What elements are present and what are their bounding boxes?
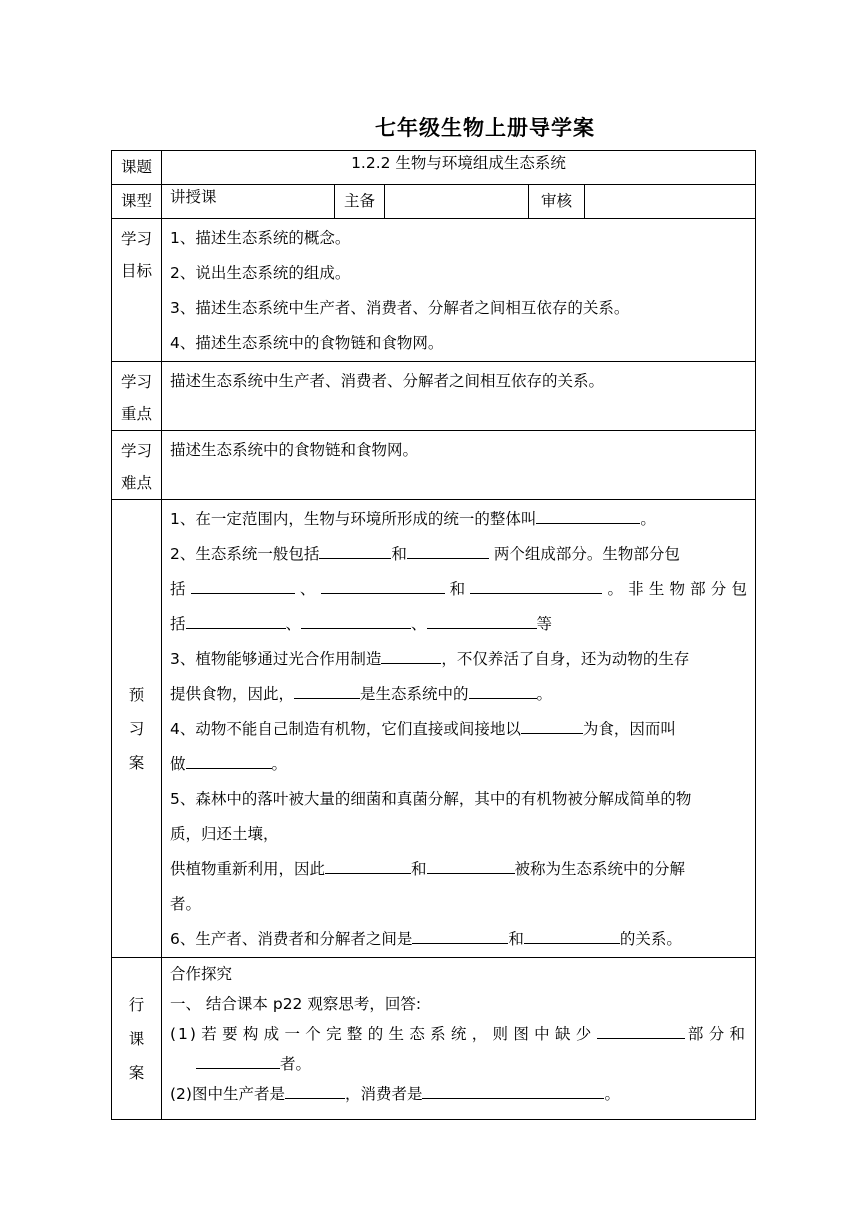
blank[interactable] bbox=[381, 647, 441, 664]
preview-q1: 1、在一定范围内，生物与环境所形成的统一的整体叫 。 bbox=[170, 502, 747, 537]
blank[interactable] bbox=[301, 612, 411, 629]
review-value[interactable] bbox=[585, 185, 756, 219]
blank[interactable] bbox=[319, 542, 391, 559]
blank[interactable] bbox=[470, 577, 602, 594]
blank[interactable] bbox=[597, 1022, 685, 1039]
blank[interactable] bbox=[524, 927, 620, 944]
blank[interactable] bbox=[321, 577, 445, 594]
objectives-label: 学习 目标 bbox=[112, 219, 162, 362]
preview-label: 预 习 案 bbox=[112, 500, 162, 958]
blank[interactable] bbox=[196, 1052, 280, 1069]
page-title: 七年级生物上册导学案 bbox=[375, 116, 595, 140]
blank[interactable] bbox=[427, 612, 537, 629]
blank[interactable] bbox=[536, 507, 640, 524]
preview-q3: 3、植物能够通过光合作用制造 ，不仅养活了自身，还为动物的生存 bbox=[170, 642, 747, 677]
preview-q2: 2、生态系统一般包括 和 两个组成部分。生物部分包 bbox=[170, 537, 747, 572]
blank[interactable] bbox=[427, 857, 515, 874]
practice-intro: 一、 结合课本 p22 观察思考，回答: bbox=[170, 995, 422, 1013]
preview-content: 1、在一定范围内，生物与环境所形成的统一的整体叫 。 2、生态系统一般包括 和 两个组成部分。生物部分包 括 、 和 。非生物部分包 括 、 、 等 3、植物能够通过光合作用制造 ，不仅养活了自身，还为动物的生存 提供食物，因此， 是生态系统中的 。 4、动物不能自己制造有机物，它们直接或间接地以 为食，因而叫 做 。 5、森林中的落叶被大量的细菌和真菌分解，其中的有机物被分解成简单的物 质，归还土壤， 供植物重新利用，因此 和 被称为生态系统中的分解 者。 6、生产者、消费者和分解者之间是 和 的关系。 bbox=[162, 500, 756, 958]
topic-value: 1.2.2 生物与环境组成生态系统 bbox=[162, 151, 756, 185]
practice-heading: 合作探究 bbox=[170, 965, 233, 983]
blank[interactable] bbox=[469, 682, 537, 699]
type-value: 讲授课 bbox=[162, 185, 335, 219]
author-value[interactable] bbox=[385, 185, 529, 219]
blank[interactable] bbox=[285, 1082, 345, 1099]
practice-q1: (1)若要构成一个完整的生态系统，则图中缺少 部分和 bbox=[170, 1019, 747, 1049]
blank[interactable] bbox=[186, 612, 286, 629]
author-label: 主备 bbox=[335, 185, 385, 219]
practice-content: 合作探究 一、 结合课本 p22 观察思考，回答: (1)若要构成一个完整的生态系统，则图中缺少 部分和 者。 (2)图中生产者是 ，消费者是 。 bbox=[162, 958, 756, 1120]
objective-item: 1、描述生态系统的概念。 bbox=[170, 229, 351, 247]
blank[interactable] bbox=[422, 1082, 604, 1099]
blank[interactable] bbox=[521, 717, 583, 734]
blank[interactable] bbox=[191, 577, 295, 594]
difficulties-content: 描述生态系统中的食物链和食物网。 bbox=[162, 431, 756, 500]
objectives-content bbox=[162, 219, 756, 362]
topic-label: 课题 bbox=[112, 151, 162, 185]
key-points-label: 学习 重点 bbox=[112, 362, 162, 431]
practice-label: 行 课 案 bbox=[112, 958, 162, 1120]
type-label: 课型 bbox=[112, 185, 162, 219]
preview-q6: 6、生产者、消费者和分解者之间是 和 的关系。 bbox=[170, 922, 747, 957]
objective-item: 2、说出生态系统的组成。 bbox=[170, 264, 351, 282]
blank[interactable] bbox=[186, 752, 272, 769]
blank[interactable] bbox=[294, 682, 360, 699]
objective-item: 3、描述生态系统中生产者、消费者、分解者之间相互依存的关系。 bbox=[170, 299, 630, 317]
study-plan-table bbox=[111, 150, 756, 1120]
key-points-content: 描述生态系统中生产者、消费者、分解者之间相互依存的关系。 bbox=[162, 362, 756, 431]
preview-q5: 5、森林中的落叶被大量的细菌和真菌分解，其中的有机物被分解成简单的物 bbox=[170, 790, 692, 808]
practice-q2: (2)图中生产者是 ，消费者是 。 bbox=[170, 1079, 747, 1109]
preview-q4: 4、动物不能自己制造有机物，它们直接或间接地以 为食，因而叫 bbox=[170, 712, 747, 747]
blank[interactable] bbox=[412, 927, 508, 944]
review-label: 审核 bbox=[529, 185, 585, 219]
blank[interactable] bbox=[325, 857, 411, 874]
blank[interactable] bbox=[407, 542, 489, 559]
difficulties-label: 学习 难点 bbox=[112, 431, 162, 500]
objective-item: 4、描述生态系统中的食物链和食物网。 bbox=[170, 334, 444, 352]
